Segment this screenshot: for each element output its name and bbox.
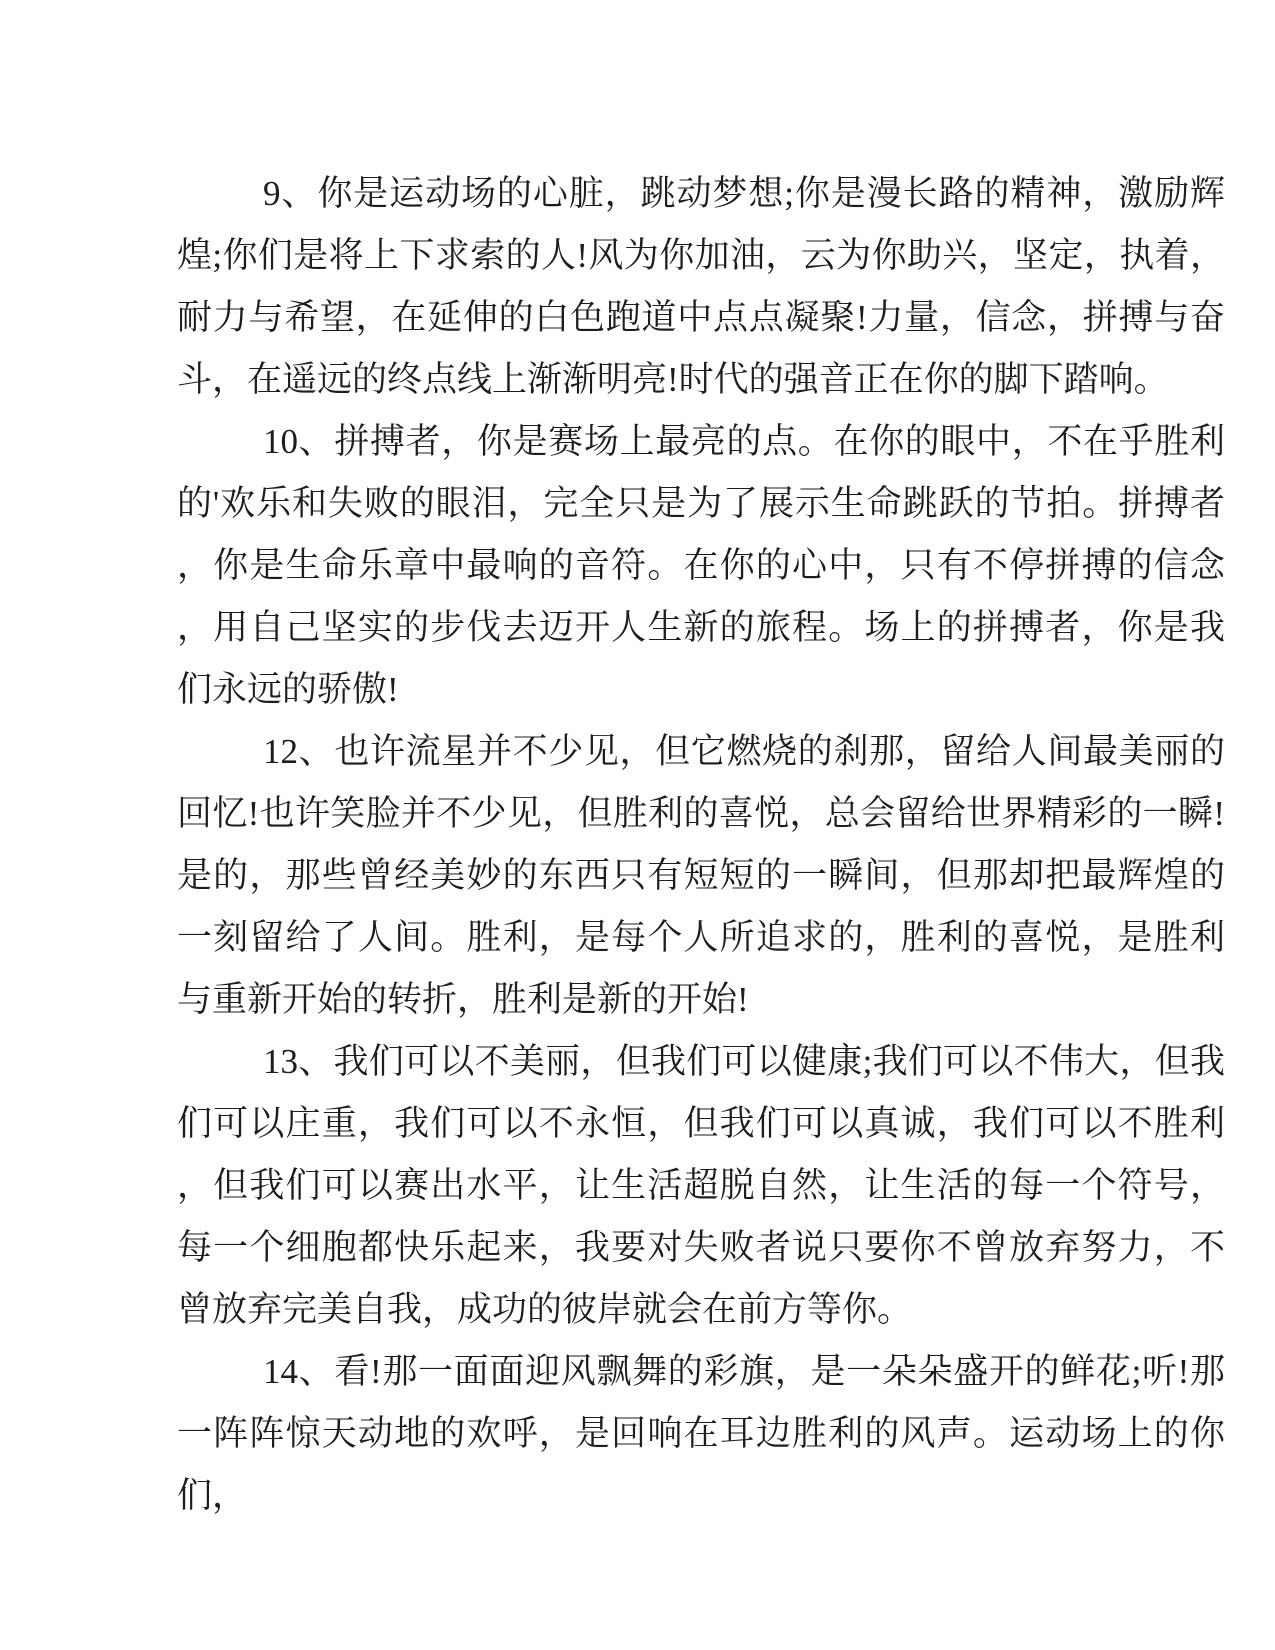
paragraph-9-number: 9、: [263, 174, 318, 213]
paragraph-14: [177, 1341, 1225, 1527]
paragraph-10-text: 拼搏者，你是赛场上最亮的点。在你的眼中，不在乎胜利的'欢乐和失败的眼泪，完全只是为了展示生命跳跃的节拍。拼搏者，你是生命乐章中最响的音符。在你的心中，只有不停拼搏的信念，用自己坚实的步伐去迈开人生新的旅程。场上的拼搏者，你是我们永远的骄傲!: [177, 422, 1225, 709]
paragraph-14-number: 14、: [263, 1352, 335, 1391]
paragraph-9-text: 你是运动场的心脏，跳动梦想;你是漫长路的精神，激励辉煌;你们是将上下求索的人!风为你加油，云为你助兴，坚定，执着，耐力与希望，在延伸的白色跑道中点点凝聚!力量，信念，拼搏与奋斗，在遥远的终点线上渐渐明亮!时代的强音正在你的脚下踏响。: [177, 174, 1225, 399]
paragraph-13-text: 我们可以不美丽，但我们可以健康;我们可以不伟大，但我们可以庄重，我们可以不永恒，但我们可以真诚，我们可以不胜利，但我们可以赛出水平，让生活超脱自然，让生活的每一个符号，每一个细胞都快乐起来，我要对失败者说只要你不曾放弃努力，不曾放弃完美自我，成功的彼岸就会在前方等你。: [177, 1042, 1225, 1329]
paragraph-14-text: 看!那一面面迎风飘舞的彩旗，是一朵朵盛开的鲜花;听!那一阵阵惊天动地的欢呼，是回响在耳边胜利的风声。运动场上的你们，: [177, 1352, 1225, 1515]
paragraph-10: [177, 411, 1225, 721]
paragraph-9: [177, 163, 1225, 411]
paragraph-13-number: 13、: [263, 1042, 334, 1081]
paragraph-12-number: 12、: [263, 732, 335, 771]
paragraph-13: [177, 1031, 1225, 1341]
paragraph-12-text: 也许流星并不少见，但它燃烧的刹那，留给人间最美丽的回忆!也许笑脸并不少见，但胜利的喜悦，总会留给世界精彩的一瞬!是的，那些曾经美妙的东西只有短短的一瞬间，但那却把最辉煌的一刻留给了人间。胜利，是每个人所追求的，胜利的喜悦，是胜利与重新开始的转折，胜利是新的开始!: [177, 732, 1225, 1019]
paragraph-10-number: 10、: [263, 422, 335, 461]
paragraph-12: [177, 721, 1225, 1031]
document-body: [177, 163, 1225, 1527]
